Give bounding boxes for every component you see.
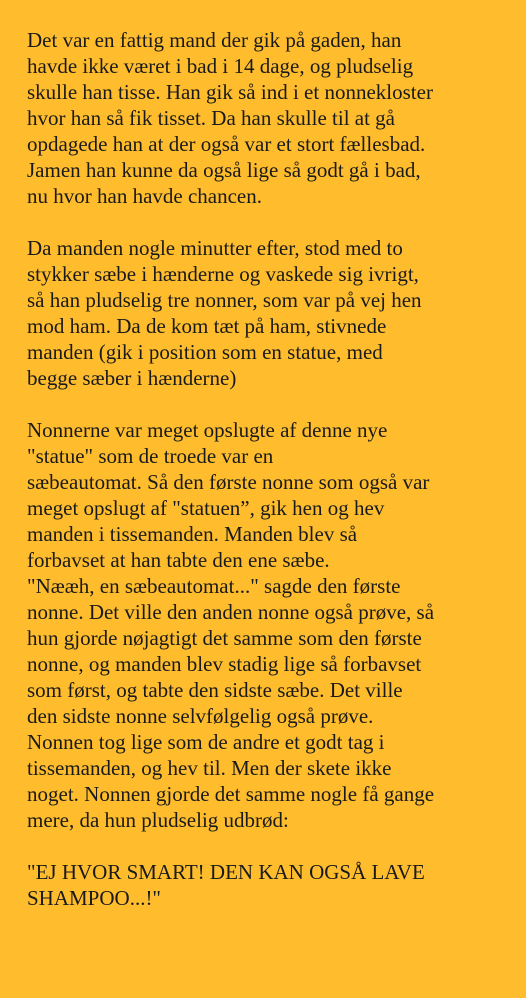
paragraph-punchline: "EJ HVOR SMART! DEN KAN OGSÅ LAVE SHAMPOO...!" xyxy=(27,860,425,910)
paragraph-nuns-approach: Da manden nogle minutter efter, stod med to stykker sæbe i hænderne og vaskede sig ivrigt, så han pludselig tre nonner, som var på vej hen mod ham. Da de kom tæt på ham, stivnede manden (gik i position som en statue, med begge sæber i hænderne) xyxy=(27,236,422,390)
paragraph-soap-dispenser: Nonnerne var meget opslugte af denne nye "statue" som de troede var en sæbeautomat. Så den første nonne som også var meget opslugt af "statuen”, gik hen og hev manden i tissemanden. Manden blev så forbavset at han tabte den ene sæbe. "Nææh, en sæbeautomat..." sagde den første nonne. Det ville den anden nonne også prøve, så hun gjorde nøjagtigt det samme som den første nonne, og manden blev stadig lige så forbavset som først, og tabte den sidste sæbe. Det ville den sidste nonne selvfølgelig også prøve. Nonnen tog lige som de andre et godt tag i tissemanden, og hev til. Men der skete ikke noget. Nonnen gjorde det samme nogle få gange mere, da hun pludselig udbrød: xyxy=(27,418,435,832)
paragraph-intro: Det var en fattig mand der gik på gaden, han havde ikke været i bad i 14 dage, og pludselig skulle han tisse. Han gik så ind i et nonnekloster hvor han så fik tisset. Da han skulle til at gå opdagede han at der også var et stort fællesbad. Jamen han kunne da også lige så godt gå i bad, nu hvor han havde chancen. xyxy=(27,28,433,208)
